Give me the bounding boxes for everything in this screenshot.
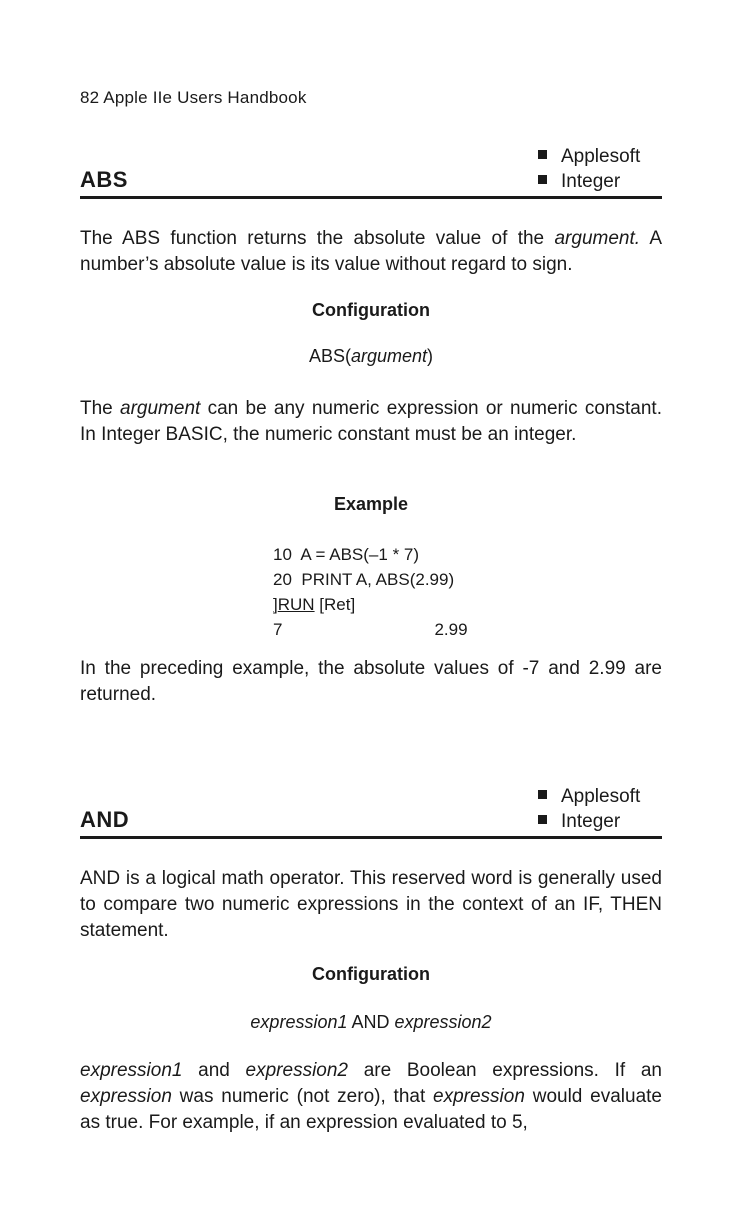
abs-config-heading: Configuration [312,300,430,320]
and-config-heading: Configuration [312,964,430,984]
abs-argument-paragraph: The argument can be any numeric expression or numeric constant. In Integer BASIC, the numeric constant must be an integer. [80,398,662,445]
abs-result-paragraph: In the preceding example, the absolute values of -7 and 2.99 are returned. [80,658,662,705]
code-line: 10 A = ABS(–1 * 7) [273,545,420,564]
and-tags [538,784,640,834]
square-bullet-icon [538,175,547,184]
code-run-line: ]RUN [Ret] [273,595,356,614]
and-tag-integer: Integer [538,809,640,834]
square-bullet-icon [538,790,547,799]
square-bullet-icon [538,150,547,159]
and-description: AND is a logical math operator. This reserved word is generally used to compare two numeric expressions in the context of an IF, THEN statement. [80,868,662,941]
code-output-line: 7 2.99 [273,620,468,639]
abs-config-syntax: ABS(argument) [308,346,434,366]
and-entry-header [80,784,662,839]
abs-entry-header [80,144,662,199]
code-line: 20 PRINT A, ABS(2.99) [273,570,455,589]
and-tag-applesoft: Applesoft [538,784,640,809]
and-boolean-paragraph: expression1 and expression2 are Boolean expressions. If an expression was numeric (not zero), that expression would evaluate as true. For example, if an expression evaluated to 5, [80,1060,663,1133]
abs-description: The ABS function returns the absolute value of the argument. A number’s absolute value is its value without regard to sign. [80,228,663,275]
and-config-syntax: expression1 AND expression2 [250,1012,492,1032]
abs-tags [538,144,640,194]
abs-tag-applesoft: Applesoft [538,144,640,169]
abs-example-heading: Example [333,494,409,514]
running-head: 82 Apple IIe Users Handbook [80,88,307,107]
abs-title: ABS [80,167,128,192]
abs-tag-integer: Integer [538,169,640,194]
abs-example-code [273,542,468,642]
square-bullet-icon [538,815,547,824]
and-title: AND [80,807,130,832]
